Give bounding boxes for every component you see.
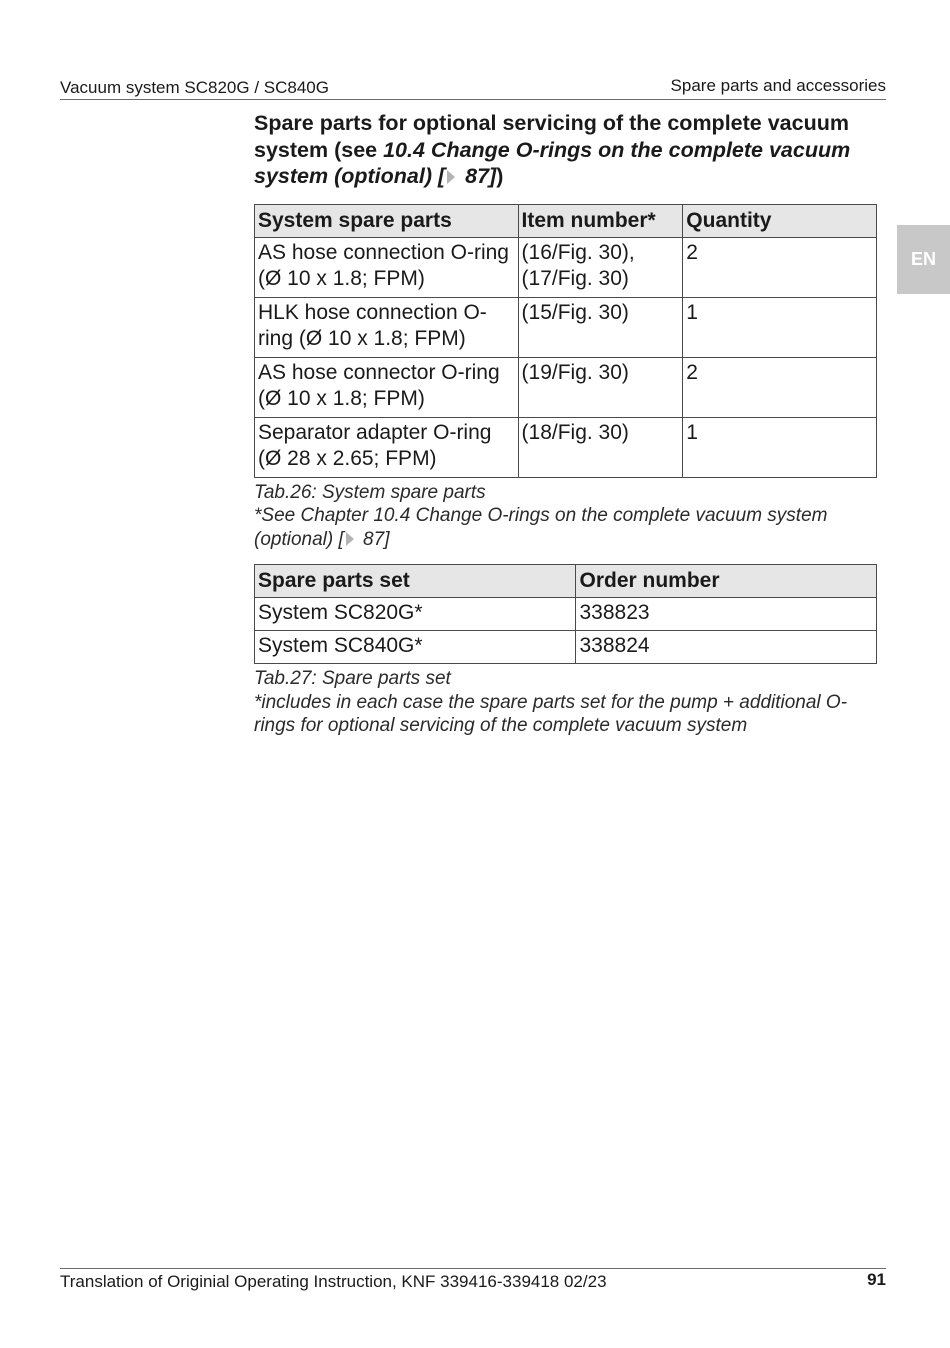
page-arrow-icon	[447, 170, 455, 184]
order-number-cell: 338823	[576, 598, 877, 631]
running-header-title: Vacuum system SC820G / SC840G	[60, 78, 329, 97]
order-number-cell: 338824	[576, 631, 877, 664]
table-footnote: *See Chapter 10.4 Change O-rings on the complete vacuum system (optional) [ 87]	[254, 505, 828, 550]
quantity-cell: 2	[683, 357, 877, 417]
set-name-cell: System SC840G*	[255, 631, 576, 664]
system-spare-parts-table	[254, 204, 877, 478]
table-header-cell: Item number*	[518, 204, 683, 237]
item-number-cell: (15/Fig. 30)	[518, 297, 683, 357]
table-row	[255, 631, 877, 664]
table-header-row	[255, 204, 877, 237]
footer-rule	[60, 1268, 886, 1269]
language-tab: EN	[897, 225, 950, 294]
table-caption: Tab.27: Spare parts set	[254, 668, 451, 689]
part-name-cell: AS hose connection O-ring (Ø 10 x 1.8; FPM)	[255, 237, 519, 297]
header-rule	[60, 99, 886, 100]
table-row	[255, 237, 877, 297]
table-row	[255, 598, 877, 631]
section-title-text: Spare parts for optional servicing of the complete vacuum system (see	[254, 111, 849, 162]
quantity-cell: 1	[683, 297, 877, 357]
page-number: 91	[867, 1270, 886, 1289]
part-name-cell: HLK hose connection O-ring (Ø 10 x 1.8; FPM)	[255, 297, 519, 357]
item-number-cell: (16/Fig. 30), (17/Fig. 30)	[518, 237, 683, 297]
table-header-cell: System spare parts	[255, 204, 519, 237]
table-header-cell: Spare parts set	[255, 565, 576, 598]
spare-parts-set-table	[254, 564, 877, 664]
set-name-cell: System SC820G*	[255, 598, 576, 631]
table-caption: Tab.26: System spare parts	[254, 481, 486, 503]
item-number-cell: (19/Fig. 30)	[518, 357, 683, 417]
table-header-cell: Quantity	[683, 204, 877, 237]
table-header-cell: Order number	[576, 565, 877, 598]
part-name-cell: Separator adapter O-ring (Ø 28 x 2.65; FPM)	[255, 417, 519, 477]
footer-document-info: Translation of Originial Operating Instruction, KNF 339416-339418 02/23	[60, 1272, 607, 1291]
quantity-cell: 2	[683, 237, 877, 297]
table-row	[255, 297, 877, 357]
section-title: Spare parts for optional servicing of the complete vacuum system (see 10.4 Change O-rings on the complete vacuum system (optional) [ 87])	[254, 111, 851, 188]
table-row	[255, 417, 877, 477]
page-arrow-icon	[346, 532, 354, 546]
table-footnote: *includes in each case the spare parts set for the pump + additional O-rings for optional servicing of the complete vacuum system	[254, 691, 848, 736]
part-name-cell: AS hose connector O-ring (Ø 10 x 1.8; FPM)	[255, 357, 519, 417]
section-title-link[interactable]: 10.4 Change O-rings on the complete vacuum system (optional) [ 87]	[254, 137, 851, 188]
table-row	[255, 357, 877, 417]
quantity-cell: 1	[683, 417, 877, 477]
main-content	[254, 110, 884, 738]
running-header-section: Spare parts and accessories	[670, 76, 886, 95]
table-header-row	[255, 565, 877, 598]
item-number-cell: (18/Fig. 30)	[518, 417, 683, 477]
